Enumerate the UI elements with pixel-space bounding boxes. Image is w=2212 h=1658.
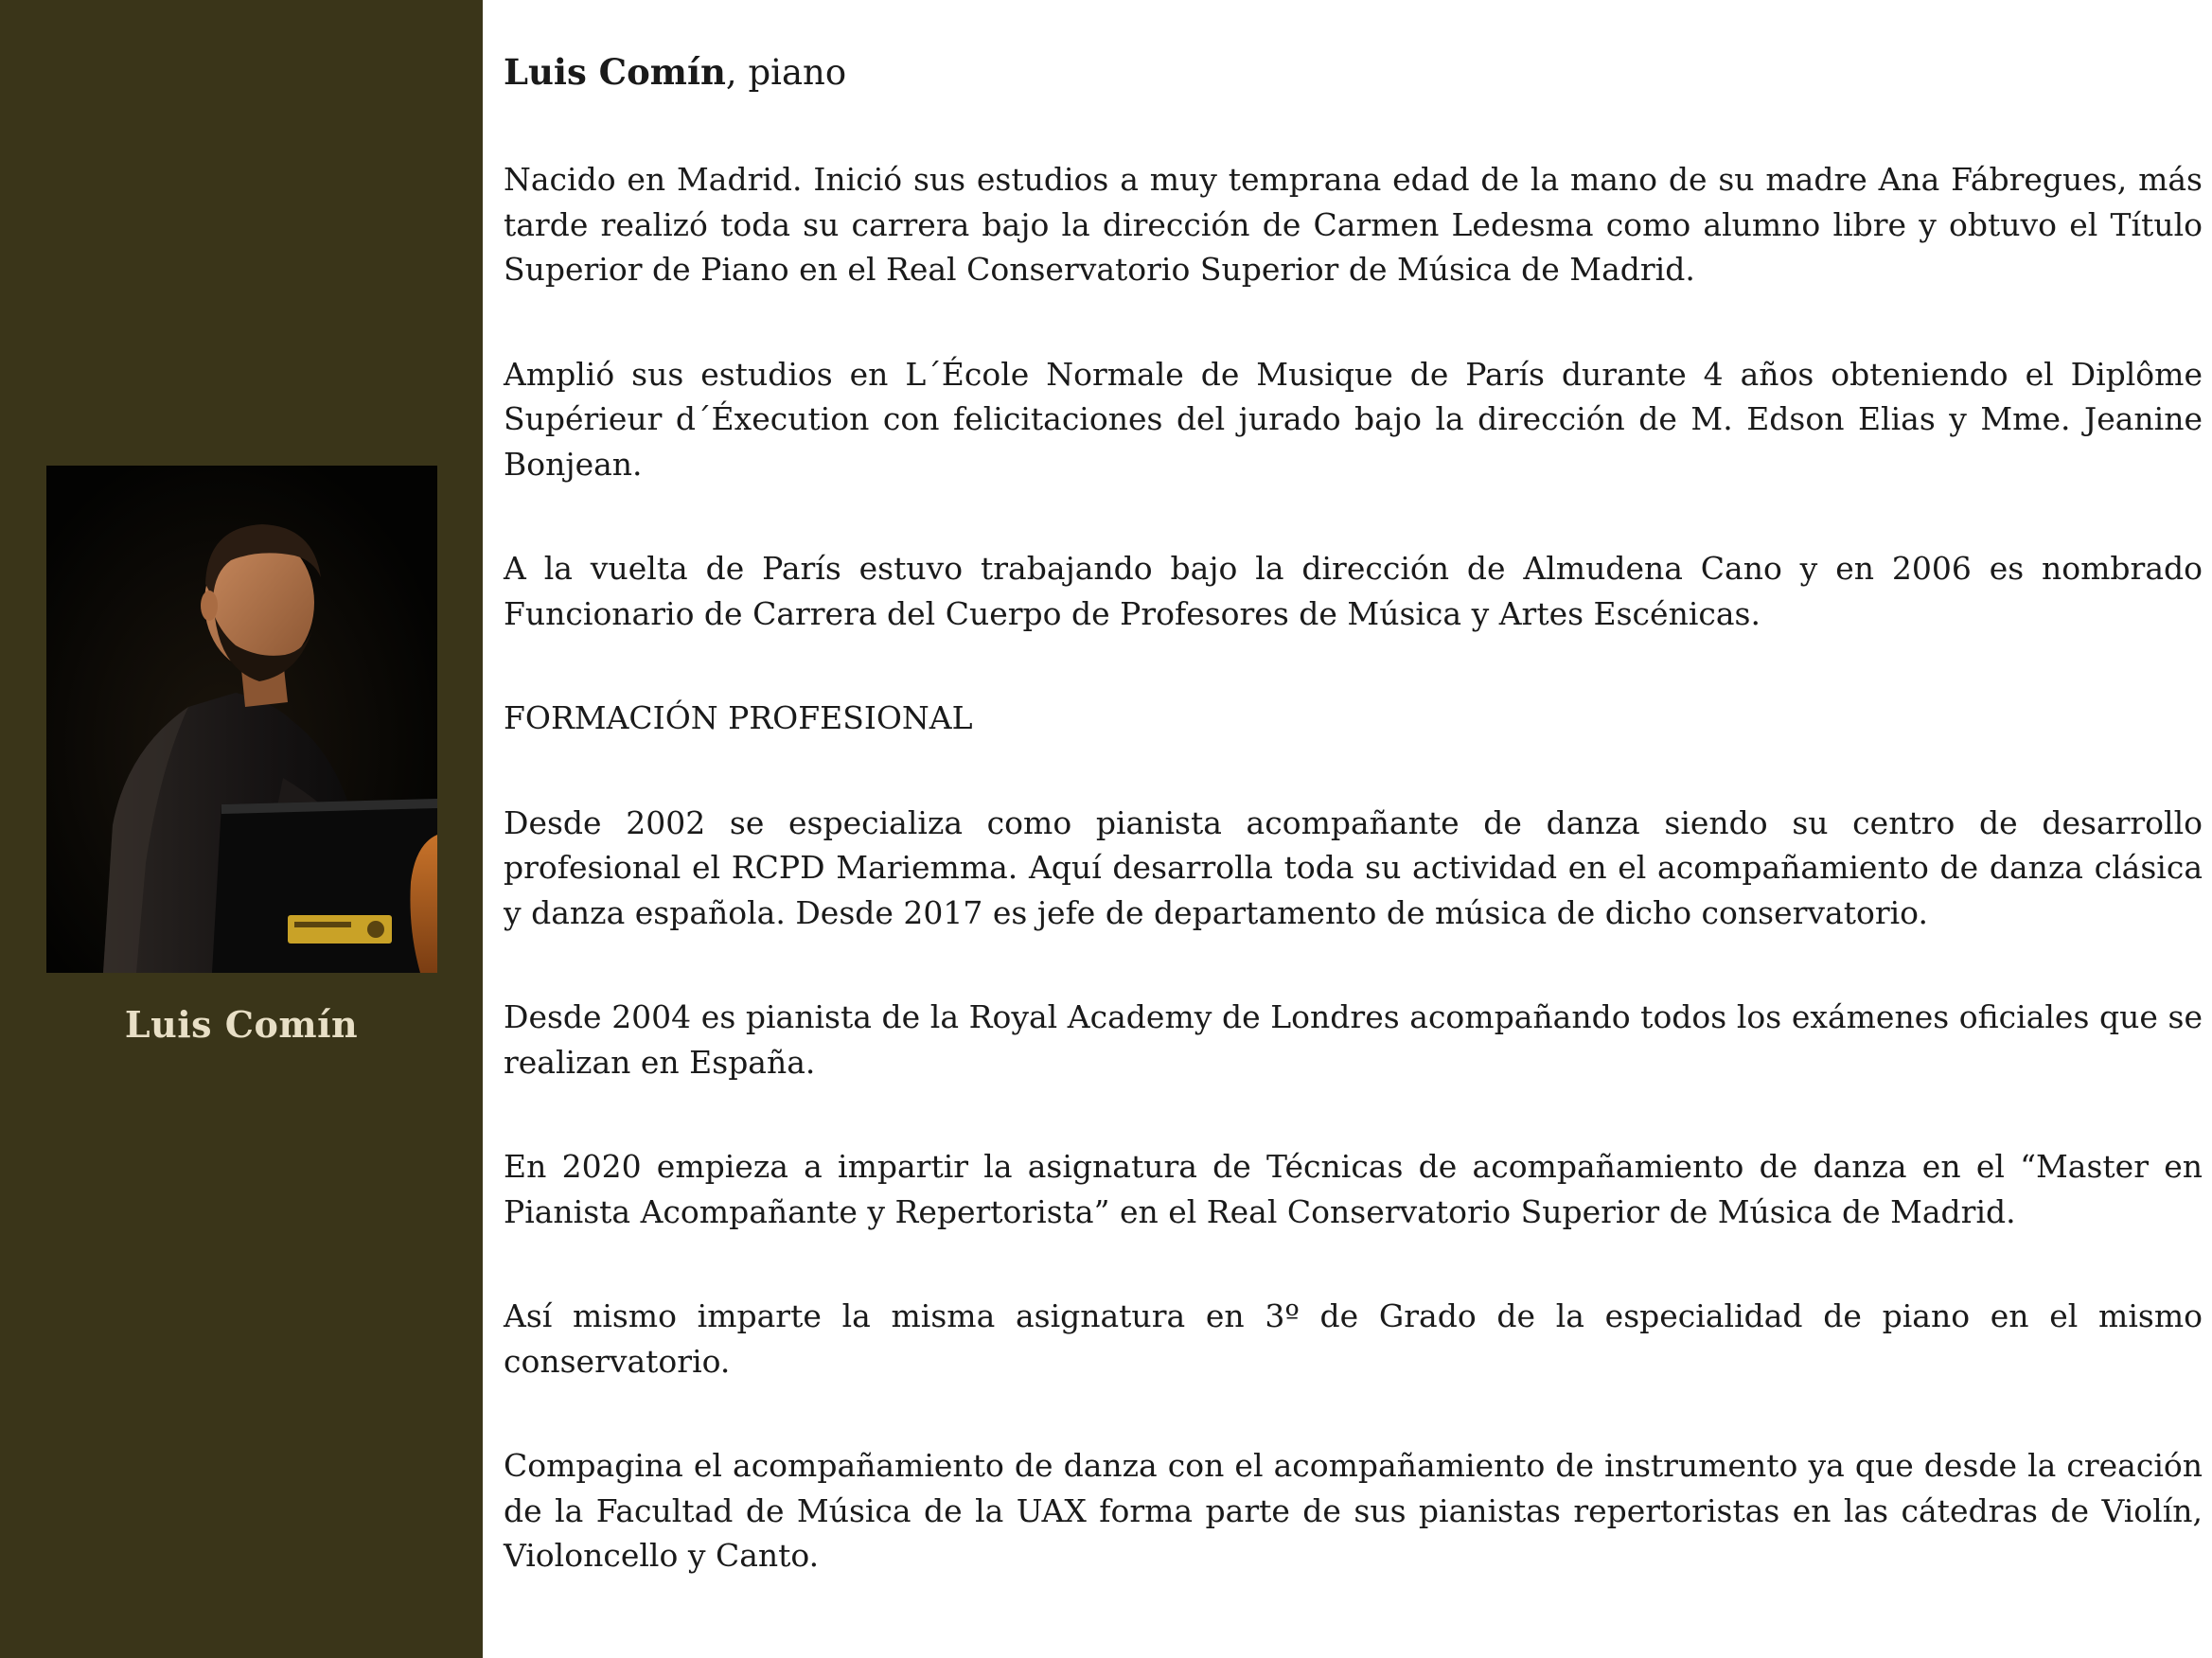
pianist-image	[46, 466, 437, 973]
bio-paragraph-master: En 2020 empieza a impartir la asignatura de Técnicas de acompañamiento de danza en el “Master en Pianista Acompañante y Repertorista” en el Real Conservatorio Superior de Música de Madrid.	[504, 1148, 2203, 1230]
section-heading-formacion: FORMACIÓN PROFESIONAL	[504, 699, 973, 736]
portrait-photo	[46, 466, 437, 973]
instrument-label: , piano	[725, 52, 847, 93]
bio-paragraph-return: A la vuelta de París estuvo trabajando bajo la dirección de Almudena Cano y en 2006 es nombrado Funcionario de Carrera del Cuerpo de Profesores de Música y Artes Escénicas.	[504, 550, 2203, 632]
bio-paragraph-birth: Nacido en Madrid. Inició sus estudios a muy temprana edad de la mano de su madre Ana Fábregues, más tarde realizó toda su carrera bajo la dirección de Carmen Ledesma como alumno libre y obtuvo el Título Superior de Piano en el Real Conservatorio Superior de Música de Madrid.	[504, 161, 2203, 288]
bio-content	[504, 47, 2203, 1638]
bio-paragraph-paris: Amplió sus estudios en L´École Normale de Musique de París durante 4 años obteniendo el Diplôme Supérieur d´Éxecution con felicitaciones del jurado bajo la dirección de M. Edson Elias y Mme. Jeanine Bonjean.	[504, 355, 2203, 483]
bio-paragraph-mariemma: Desde 2002 se especializa como pianista acompañante de danza siendo su centro de desarrollo profesional el RCPD Mariemma. Aquí desarrolla toda su actividad en el acompañamiento de danza clásica y danza española. Desde 2017 es jefe de departamento de música de dicho conservatorio.	[504, 803, 2203, 931]
photo-caption: Luis Comín	[124, 1003, 359, 1046]
sidebar-panel	[0, 0, 483, 1658]
bio-paragraph-uax: Compagina el acompañamiento de danza con el acompañamiento de instrumento ya que desde la creación de la Facultad de Música de la UAX forma parte de sus pianistas repertoristas en las cátedras de Violín, Violoncello y Canto.	[504, 1447, 2203, 1574]
bio-paragraph-grado: Así mismo imparte la misma asignatura en 3º de Grado de la especialidad de piano en el mismo conservatorio.	[504, 1297, 2203, 1380]
artist-name: Luis Comín	[504, 51, 726, 93]
page-title	[504, 47, 2203, 97]
bio-paragraph-royal-academy: Desde 2004 es pianista de la Royal Academy de Londres acompañando todos los exámenes oficiales que se realizan en España.	[504, 998, 2203, 1081]
